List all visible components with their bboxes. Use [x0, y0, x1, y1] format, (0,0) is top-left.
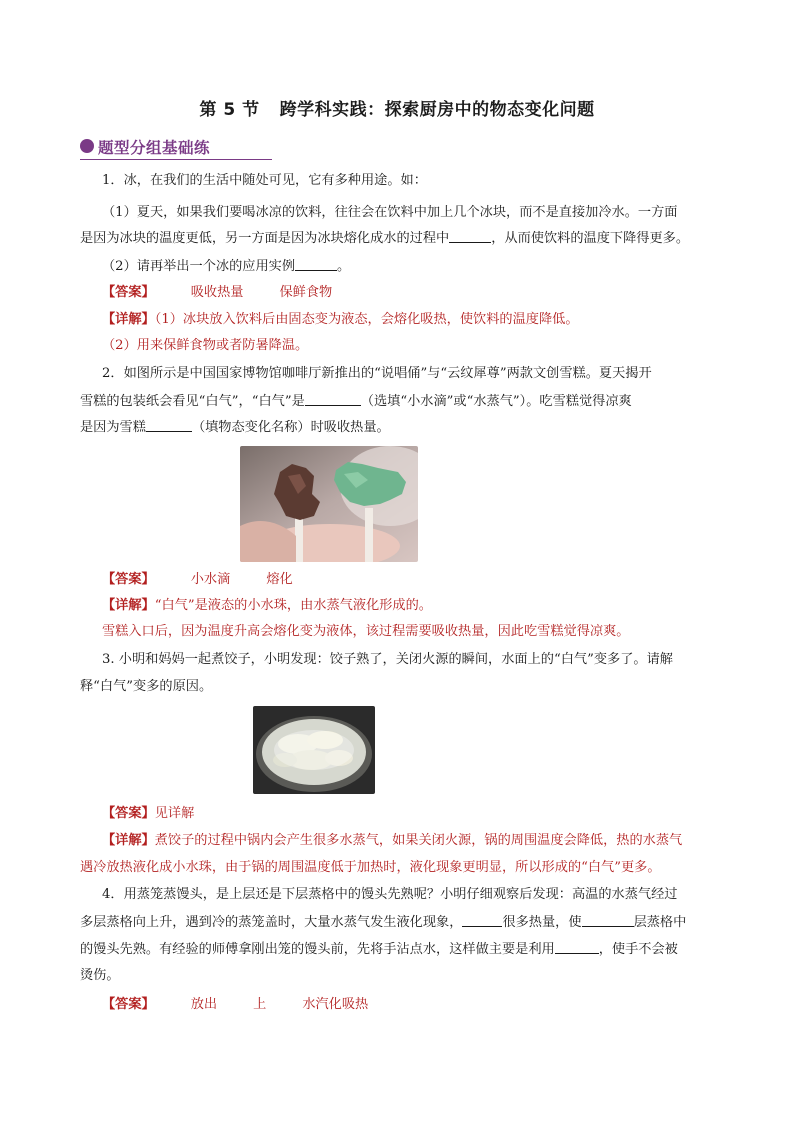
q4-line1: 4．用蒸笼蒸馒头，是上层还是下层蒸格中的馒头先熟呢？小明仔细观察后发现：高温的水蒸气经过 [102, 887, 678, 902]
page-title [0, 95, 794, 120]
section-label: 题型分组基础练 [98, 139, 211, 157]
title-topic: 跨学科实践：探索厨房中的物态变化问题 [279, 100, 595, 120]
q1-line1: （1）夏天，如果我们要喝冰凉的饮料，往往会在饮料中加上几个冰块，而不是直接加冷水。一方面 [102, 205, 678, 220]
q1-stem: 1．冰，在我们的生活中随处可见，它有多种用途。如： [102, 173, 427, 188]
q2-line1: 2．如图所示是中国国家博物馆咖啡厅新推出的“说唱俑”与“云纹犀尊”两款文创雪糕。夏天揭开 [102, 366, 652, 381]
answer-blank [555, 939, 599, 954]
q1-detail1: 【详解】（1）冰块放入饮料后由固态变为液态，会熔化吸热，使饮料的温度降低。 [102, 312, 579, 327]
section-heading [80, 135, 272, 160]
q4-line2: 多层蒸格向上升，遇到冷的蒸笼盖时，大量水蒸气发生液化现象， 很多热量，使 层蒸格中 [80, 912, 720, 933]
bullet-dot-icon [80, 139, 94, 153]
answer-blank [582, 912, 634, 927]
q2-line3: 是因为雪糕 （填物态变化名称）时吸收热量。 [80, 417, 720, 438]
answer-blank [462, 912, 502, 927]
answer-blank [295, 256, 337, 271]
q3-detail2: 遇冷放热液化成小水珠，由于锅的周围温度低于加热时，液化现象更明显，所以形成的“白气”更多。 [80, 860, 661, 875]
q1-detail2: （2）用来保鲜食物或者防暑降温。 [102, 338, 309, 353]
q1-answer: 【答案】 吸收热量 保鲜食物 [102, 285, 333, 300]
q3-line2: 释“白气”变多的原因。 [80, 679, 213, 694]
q2-answer: 【答案】 小水滴 熔化 [102, 572, 293, 587]
q1-line3: （2）请再举出一个冰的应用实例 。 [102, 256, 742, 277]
q3-answer: 【答案】见详解 [102, 806, 195, 821]
q2-line2: 雪糕的包装纸会看见“白气”，“白气”是 （选填“小水滴”或“水蒸气”）。吃雪糕觉得凉爽 [80, 391, 720, 412]
ice-cream-photo [240, 446, 418, 562]
q4-line3: 的馒头先熟。有经验的师傅拿刚出笼的馒头前，先将手沾点水，这样做主要是利用 ，使手不会被 [80, 939, 720, 960]
dumplings-photo [253, 706, 375, 794]
title-section-number: 第 5 节 [199, 100, 260, 120]
q1-line2: 是因为冰块的温度更低，另一方面是因为冰块熔化成水的过程中 ，从而使饮料的温度下降得更多。 [80, 228, 720, 249]
q2-detail2: 雪糕入口后，因为温度升高会熔化变为液体，该过程需要吸收热量，因此吃雪糕觉得凉爽。 [102, 624, 630, 639]
q4-answer: 【答案】 放出 上 水汽化吸热 [102, 997, 369, 1012]
answer-blank [305, 391, 361, 406]
q3-line1: 3. 小明和妈妈一起煮饺子，小明发现：饺子熟了，关闭火源的瞬间，水面上的“白气”变多了。请解 [102, 652, 673, 667]
answer-blank [146, 417, 192, 432]
q4-line4: 烫伤。 [80, 968, 120, 983]
q2-detail1: 【详解】“白气”是液态的小水珠，由水蒸气液化形成的。 [102, 598, 432, 613]
answer-blank [449, 228, 491, 243]
q3-detail1: 【详解】煮饺子的过程中锅内会产生很多水蒸气，如果关闭火源，锅的周围温度会降低，热的水蒸气 [102, 833, 683, 848]
